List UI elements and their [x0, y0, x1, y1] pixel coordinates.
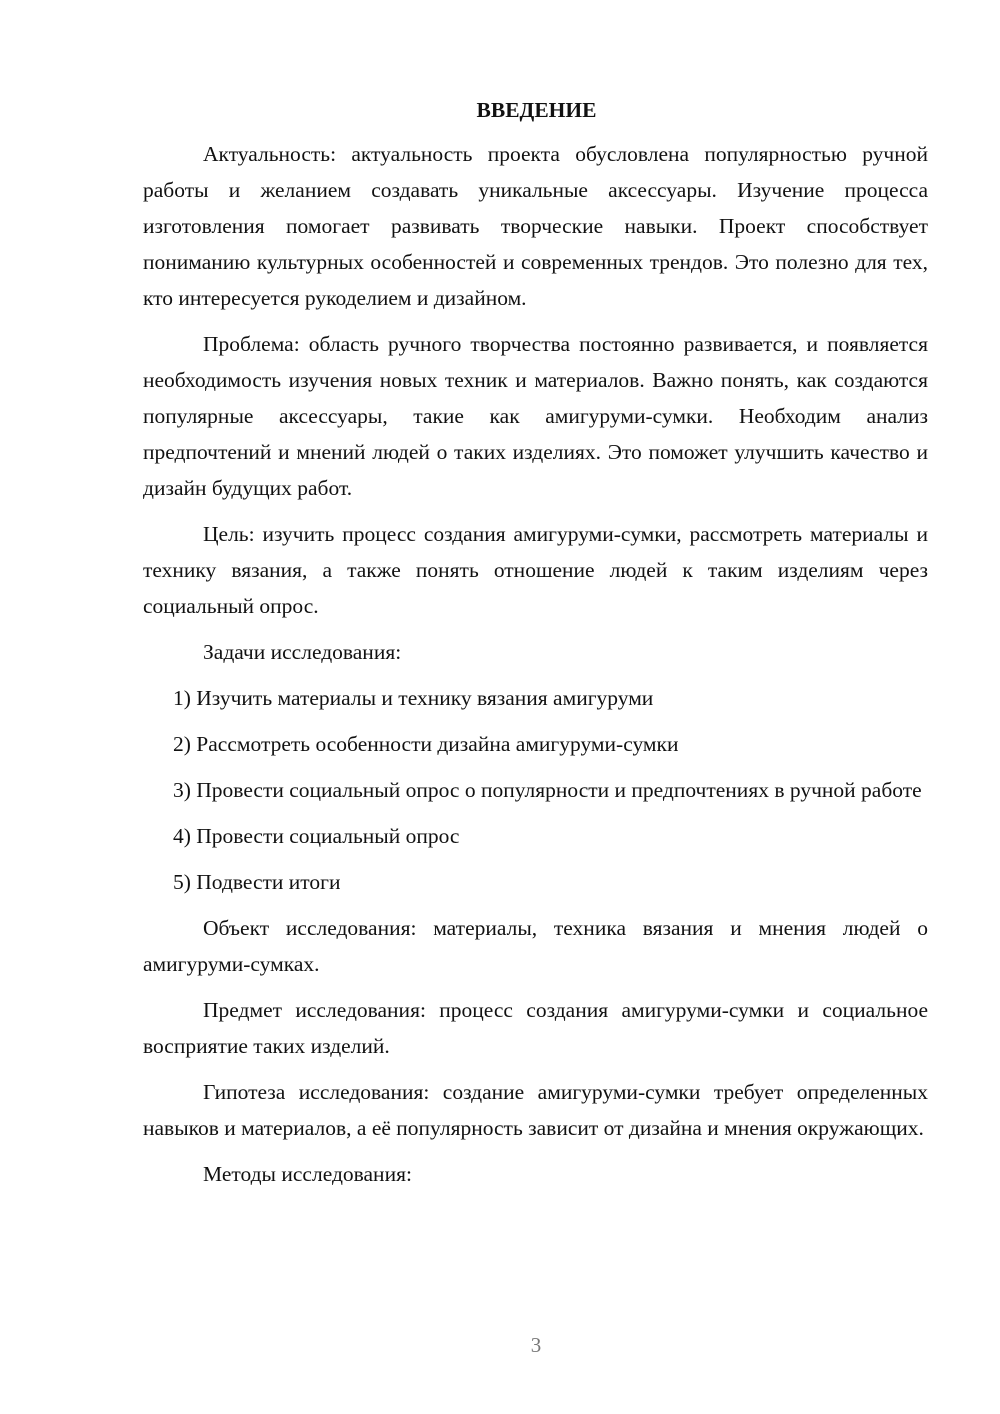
- relevance-paragraph: Актуальность: актуальность проекта обусловлена популярностью ручной работы и желанием создавать уникальные аксессуары. Изучение процесса изготовления помогает развивать творческие навыки. Проект способствует пониманию культурных особенностей и современных трендов. Это полезно для тех, кто интересуется рукоделием и дизайном.: [143, 142, 928, 310]
- section-heading: ВВЕДЕНИЕ: [476, 98, 597, 122]
- list-item: 1) Изучить материалы и технику вязания амигуруми: [173, 686, 654, 710]
- list-item: 4) Провести социальный опрос: [173, 824, 460, 848]
- goal-paragraph: Цель: изучить процесс создания амигуруми-сумки, рассмотреть материалы и технику вязания, а также понять отношение людей к таким изделиям через социальный опрос.: [143, 522, 928, 618]
- page-body: [143, 92, 928, 1202]
- list-item: 3) Провести социальный опрос о популярности и предпочтениях в ручной работе: [173, 778, 922, 802]
- subject-paragraph: Предмет исследования: процесс создания амигуруми-сумки и социальное восприятие таких изделий.: [143, 998, 928, 1058]
- tasks-title: Задачи исследования:: [203, 640, 402, 664]
- methods-title: Методы исследования:: [203, 1162, 412, 1186]
- hypothesis-paragraph: Гипотеза исследования: создание амигуруми-сумки требует определенных навыков и материалов, а её популярность зависит от дизайна и мнения окружающих.: [143, 1080, 928, 1140]
- object-paragraph: Объект исследования: материалы, техника вязания и мнения людей о амигуруми-сумках.: [143, 916, 928, 976]
- problem-paragraph: Проблема: область ручного творчества постоянно развивается, и появляется необходимость изучения новых техник и материалов. Важно понять, как создаются популярные аксессуары, такие как амигуруми-сумки. Необходим анализ предпочтений и мнений людей о таких изделиях. Это поможет улучшить качество и дизайн будущих работ.: [143, 332, 928, 500]
- list-item: 2) Рассмотреть особенности дизайна амигуруми-сумки: [173, 732, 679, 756]
- tasks-list: [143, 680, 928, 900]
- page-number: 3: [530, 1333, 542, 1357]
- list-item: 5) Подвести итоги: [173, 870, 341, 894]
